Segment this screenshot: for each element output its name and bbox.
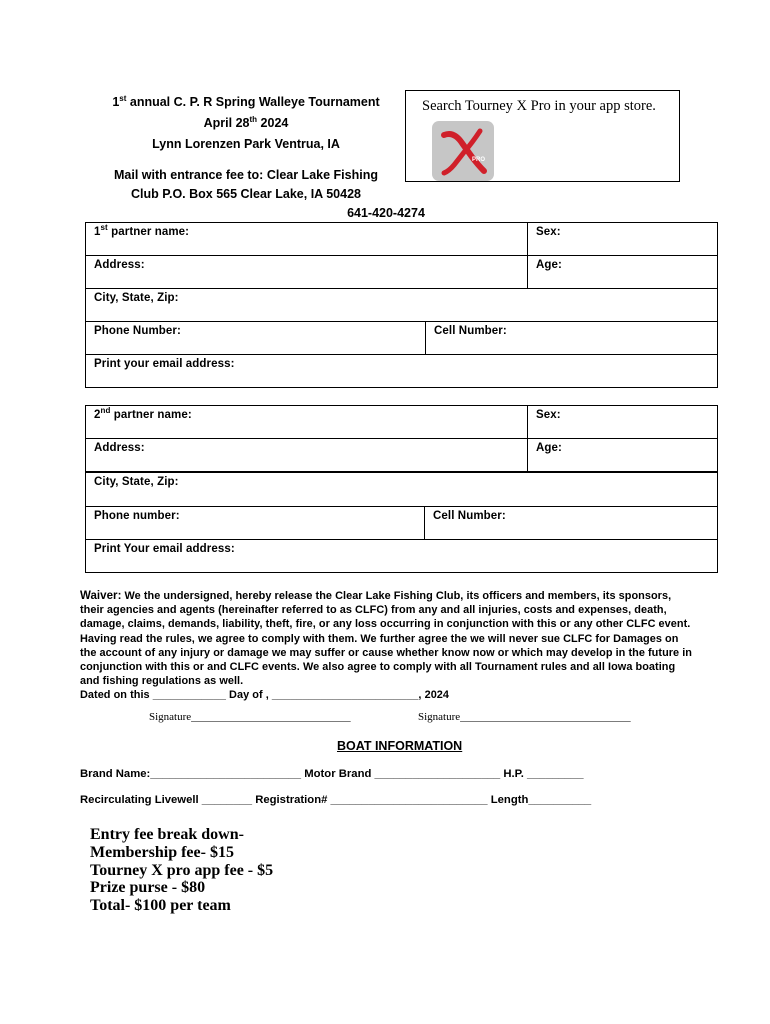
partner1-address-field[interactable]: [85, 255, 528, 289]
fee-heading: Entry fee break down-: [90, 826, 244, 843]
partner1-name-label: 1st partner name:: [94, 223, 190, 238]
partner1-address-label: Address:: [94, 259, 145, 271]
waiver-section: [80, 589, 720, 703]
partner1-city-label: City, State, Zip:: [94, 292, 179, 304]
partner2-sex-label: Sex:: [536, 409, 561, 421]
x-logo-icon: [432, 121, 494, 181]
tourney-x-pro-logo: [432, 121, 494, 181]
partner1-name-field[interactable]: [85, 222, 528, 256]
mail-instructions: [78, 166, 414, 204]
boat-info-heading: BOAT INFORMATION: [337, 739, 463, 753]
partner2-sex-field[interactable]: [527, 405, 718, 439]
partner2-email-field[interactable]: [85, 539, 718, 573]
tournament-date: April 28th 2024: [203, 114, 289, 130]
mail-line-2: Club P.O. Box 565 Clear Lake, IA 50428: [131, 187, 361, 201]
partner1-cell-label: Cell Number:: [434, 325, 507, 337]
partner1-email-label: Print your email address:: [94, 358, 235, 370]
waiver-line-2: their agencies and agents (hereinafter referred to as CLFC) from any and all injuries, costs and expenses, death,: [80, 604, 667, 617]
boat-brand-line[interactable]: Brand Name:________________________ Motor Brand ____________________ H.P. _________: [80, 768, 584, 780]
partner2-email-label: Print Your email address:: [94, 543, 235, 555]
partner2-phone-label: Phone number:: [94, 510, 180, 522]
partner1-age-field[interactable]: [527, 255, 718, 289]
app-store-box: [405, 90, 680, 182]
fee-app: Tourney X pro app fee - $5: [90, 861, 274, 879]
tournament-header: [86, 92, 406, 155]
tournament-location: Lynn Lorenzen Park Ventrua, IA: [152, 137, 340, 151]
entry-fee-breakdown: [90, 826, 273, 915]
partner2-cell-field[interactable]: [424, 506, 718, 540]
partner2-address-field[interactable]: [85, 438, 528, 472]
waiver-line-4: Having read the rules, we agree to comply with them. We further agree the we will never sue CLFC for Damages on: [80, 632, 679, 645]
signature-line-1[interactable]: Signature_____________________________: [149, 711, 351, 723]
fee-membership: Membership fee- $15: [90, 843, 234, 861]
partner1-phone-label: Phone Number:: [94, 325, 181, 337]
partner1-sex-label: Sex:: [536, 226, 561, 238]
contact-phone: 641-420-4274: [347, 206, 425, 220]
partner2-city-field[interactable]: [85, 472, 718, 507]
partner2-cell-label: Cell Number:: [433, 510, 506, 522]
app-store-text: Search Tourney X Pro in your app store.: [422, 98, 656, 114]
waiver-line-5: the account of any injury or damage we may suffer or cause whether know now or which may develop in the future in: [80, 646, 693, 659]
partner1-age-label: Age:: [536, 259, 562, 271]
waiver-dated-line[interactable]: Dated on this ____________ Day of , ________________________, 2024: [80, 689, 450, 702]
signature-line-2[interactable]: Signature_______________________________: [418, 711, 631, 723]
logo-pro-text: PRO: [472, 157, 486, 163]
partner2-name-label: 2nd partner name:: [94, 406, 192, 421]
partner2-address-label: Address:: [94, 442, 145, 454]
partner1-city-field[interactable]: [85, 288, 718, 322]
partner1-cell-field[interactable]: [425, 321, 718, 355]
tournament-title: 1st annual C. P. R Spring Walleye Tournament: [112, 93, 380, 109]
fee-prize-purse: Prize purse - $80: [90, 879, 206, 897]
waiver-heading: Waiver:: [80, 590, 122, 602]
partner2-age-field[interactable]: [527, 438, 718, 472]
waiver-line-6: conjunction with this or and CLFC events. We also agree to comply with all Tournament rules and all Iowa boating: [80, 661, 676, 674]
waiver-line-1: Waiver: We the undersigned, hereby release the Clear Lake Fishing Club, its officers and members, its sponsors,: [80, 590, 672, 602]
boat-livewell-line[interactable]: Recirculating Livewell ________ Registration# _________________________ Length__________: [80, 794, 592, 806]
partner2-name-field[interactable]: [85, 405, 528, 439]
partner1-sex-field[interactable]: [527, 222, 718, 256]
partner1-email-field[interactable]: [85, 354, 718, 388]
waiver-line-7: and fishing regulations as well.: [80, 675, 244, 688]
partner1-phone-field[interactable]: [85, 321, 426, 355]
partner2-phone-field[interactable]: [85, 506, 425, 540]
partner2-city-label: City, State, Zip:: [94, 476, 179, 488]
waiver-line-3: damage, claims, demands, liability, theft, fire, or any loss occurring in conjunction with this or any other CLFC event.: [80, 618, 691, 631]
partner2-age-label: Age:: [536, 442, 562, 454]
fee-total: Total- $100 per team: [90, 897, 231, 915]
mail-line-1: Mail with entrance fee to: Clear Lake Fishing: [114, 168, 378, 182]
